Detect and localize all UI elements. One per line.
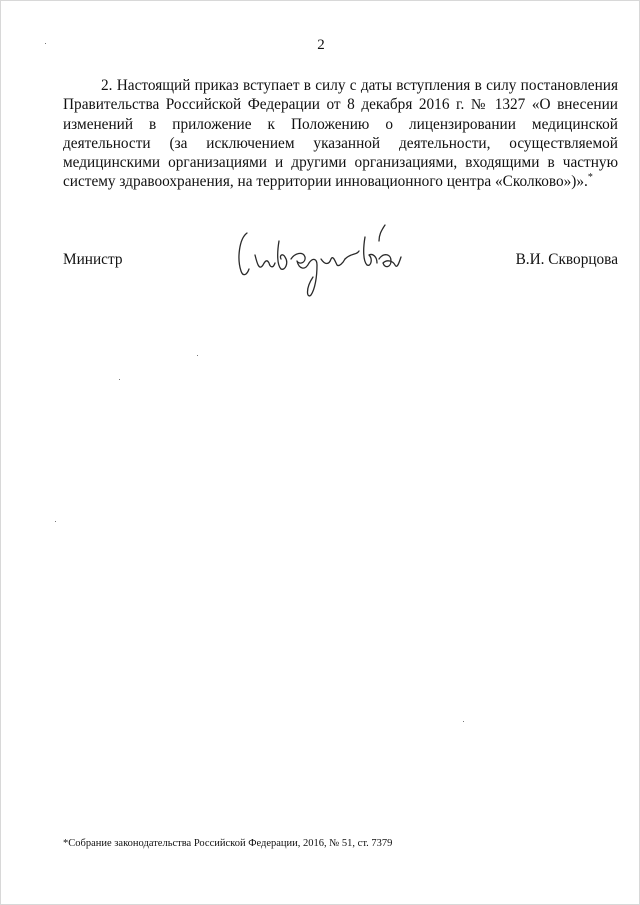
footnote-marker: * xyxy=(587,172,593,184)
handwritten-signature xyxy=(233,219,413,299)
scan-speck xyxy=(119,379,120,380)
footnote-text: *Собрание законодательства Российской Федерации, 2016, № 51, ст. 7379 xyxy=(63,838,393,849)
scan-speck xyxy=(463,721,464,722)
scan-speck xyxy=(197,355,198,356)
paragraph-text: 2. Настоящий приказ вступает в силу с даты вступления в силу постановления Правительства Российской Федерации от 8 декабря 2016 г. № 1327 «О внесении изменений в приложение к Положению о лицензировании медицинской деятельности (за исключением указанной деятельности, осуществляемой медицинскими организациями и другими организациями, входящими в частную систему здравоохранения, на территории инновационного центра «Сколково»)». xyxy=(63,77,618,191)
signer-name: В.И. Скворцова xyxy=(515,251,618,268)
scan-speck xyxy=(55,521,56,522)
page-number: 2 xyxy=(317,37,325,53)
body-paragraph xyxy=(63,76,618,192)
scan-speck xyxy=(45,43,46,44)
signer-title: Министр xyxy=(63,251,123,268)
